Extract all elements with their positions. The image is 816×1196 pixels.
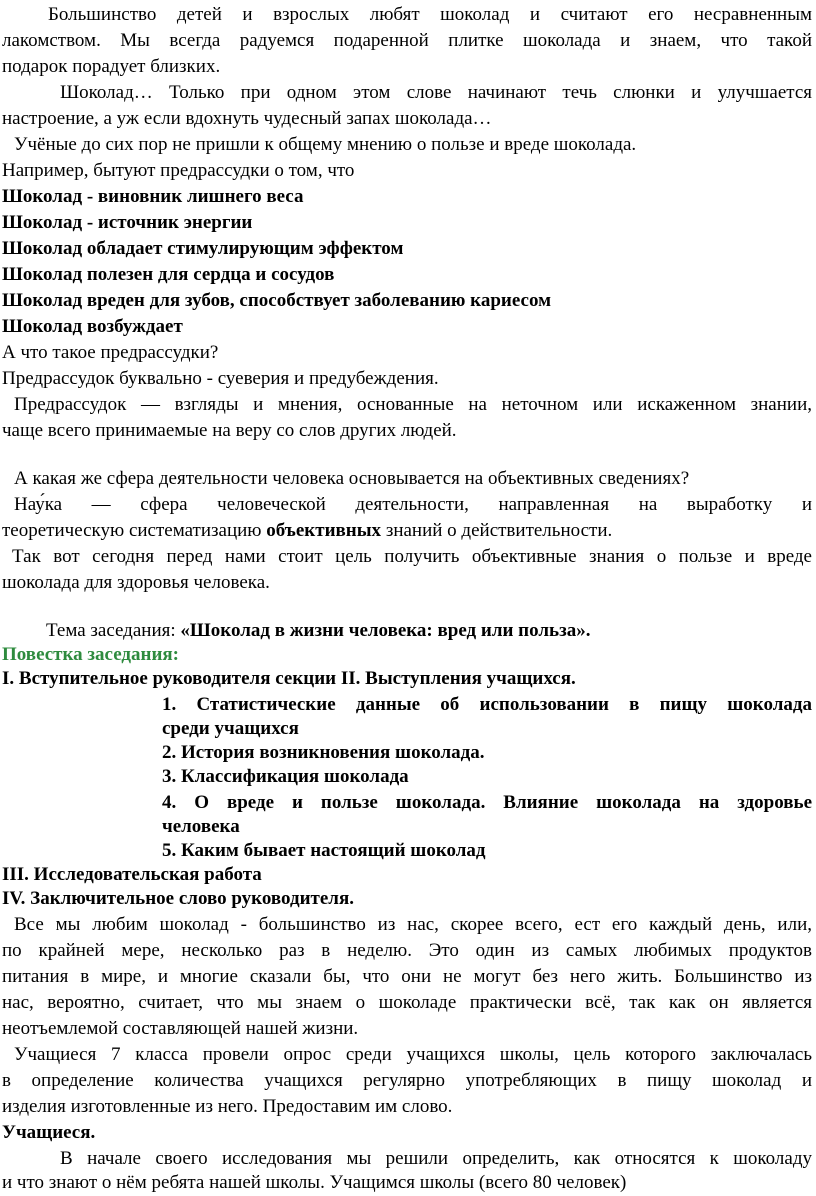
- prejudice-item: Шоколад полезен для сердца и сосудов: [2, 264, 335, 285]
- agenda-item-3: 3. Классификация шоколада: [162, 766, 409, 787]
- meeting-topic-value: «Шоколад в жизни человека: вред или польза».: [180, 620, 591, 641]
- agenda-section-3: III. Исследовательская работа: [2, 864, 262, 885]
- prejudice-item: Шоколад обладает стимулирующим эффектом: [2, 238, 404, 259]
- closing-p1-line2: по крайней мере, несколько раз в неделю. Это один из самых любимых продуктов: [2, 940, 812, 961]
- goal-line1: Так вот сегодня перед нами стоит цель получить объективные знания о пользе и вреде: [12, 546, 812, 567]
- agenda-item-2: 2. История возникновения шоколада.: [162, 742, 485, 763]
- closing-p1-line3: питания в мире, и многие сказали бы, что они не могут без него жить. Большинство из: [2, 966, 812, 987]
- prejudice-item: Шоколад вреден для зубов, способствует заболеванию кариесом: [2, 290, 552, 311]
- goal-line2: шоколада для здоровья человека.: [2, 572, 270, 593]
- definition-question: А что такое предрассудки?: [2, 342, 219, 363]
- agenda-item-1-line2: среди учащихся: [162, 718, 299, 739]
- agenda-item-5: 5. Каким бывает настоящий шоколад: [162, 840, 486, 861]
- agenda-item-4-line1: 4. О вреде и пользе шоколада. Влияние шоколада на здоровье: [162, 792, 812, 813]
- intro-p1-line1: Большинство детей и взрослых любят шоколад и считают его несравненным: [48, 4, 812, 25]
- agenda-item-4-line2: человека: [162, 816, 240, 837]
- intro-p4: Например, бытуют предрассудки о том, что: [2, 160, 355, 181]
- prejudice-item: Шоколад - виновник лишнего веса: [2, 186, 304, 207]
- students-label: Учащиеся.: [2, 1122, 96, 1143]
- meeting-topic-label: Тема заседания:: [46, 620, 181, 641]
- closing-p2-line3: изделия изготовленные из него. Предоставим им слово.: [2, 1096, 453, 1117]
- agenda-section-1-2: I. Вступительное руководителя секции II. Выступления учащихся.: [2, 668, 576, 689]
- definition-full-line1: Предрассудок — взгляды и мнения, основанные на неточном или искаженном знании,: [14, 394, 812, 415]
- science-definition-line1: Нау́ка — сфера человеческой деятельности, направленная на выработку и: [14, 494, 812, 515]
- closing-p3-line2: и что знают о нём ребята нашей школы. Учащимся школы (всего 80 человек): [2, 1172, 627, 1193]
- intro-p2-line1: Шоколад… Только при одном этом слове начинают течь слюнки и улучшается: [60, 82, 812, 103]
- science-definition-text-end: знаний о действительности.: [381, 520, 613, 541]
- closing-p2-line1: Учащиеся 7 класса провели опрос среди учащихся школы, цель которого заключалась: [14, 1044, 812, 1065]
- agenda-item-1-line1: 1. Статистические данные об использовании в пищу шоколада: [162, 694, 812, 715]
- science-definition-text: теоретическую систематизацию: [2, 520, 267, 541]
- intro-p2-line2: настроение, а уж если вдохнуть чудесный запах шоколада…: [2, 108, 492, 129]
- closing-p1-line5: неотъемлемой составляющей нашей жизни.: [2, 1018, 359, 1039]
- science-definition-line2: [2, 518, 612, 544]
- definition-literal: Предрассудок буквально - суеверия и предубеждения.: [2, 368, 439, 389]
- definition-full-line2: чаще всего принимаемые на веру со слов других людей.: [2, 420, 457, 441]
- closing-p3-line1: В начале своего исследования мы решили определить, как относятся к шоколаду: [60, 1148, 812, 1169]
- intro-p1-line3: подарок порадует близких.: [2, 56, 221, 77]
- closing-p1-line1: Все мы любим шоколад - большинство из нас, скорее всего, ест его каждый день, или,: [14, 914, 812, 935]
- closing-p1-line4: нас, вероятно, считает, что мы знаем о шоколаде практически всё, так как он является: [2, 992, 812, 1013]
- intro-p3: Учёные до сих пор не пришли к общему мнению о пользе и вреде шоколада.: [14, 134, 637, 155]
- science-question: А какая же сфера деятельности человека основывается на объективных сведениях?: [14, 468, 690, 489]
- agenda-section-4: IV. Заключительное слово руководителя.: [2, 888, 355, 909]
- meeting-topic: [46, 618, 590, 644]
- closing-p2-line2: в определение количества учащихся регулярно употребляющих в пищу шоколад и: [2, 1070, 812, 1091]
- prejudice-item: Шоколад - источник энергии: [2, 212, 253, 233]
- intro-p1-line2: лакомством. Мы всегда радуемся подаренной плитке шоколада и знаем, что такой: [2, 30, 812, 51]
- science-definition-emphasis: объективных: [266, 520, 382, 541]
- agenda-title: Повестка заседания:: [2, 644, 180, 665]
- prejudice-item: Шоколад возбуждает: [2, 316, 183, 337]
